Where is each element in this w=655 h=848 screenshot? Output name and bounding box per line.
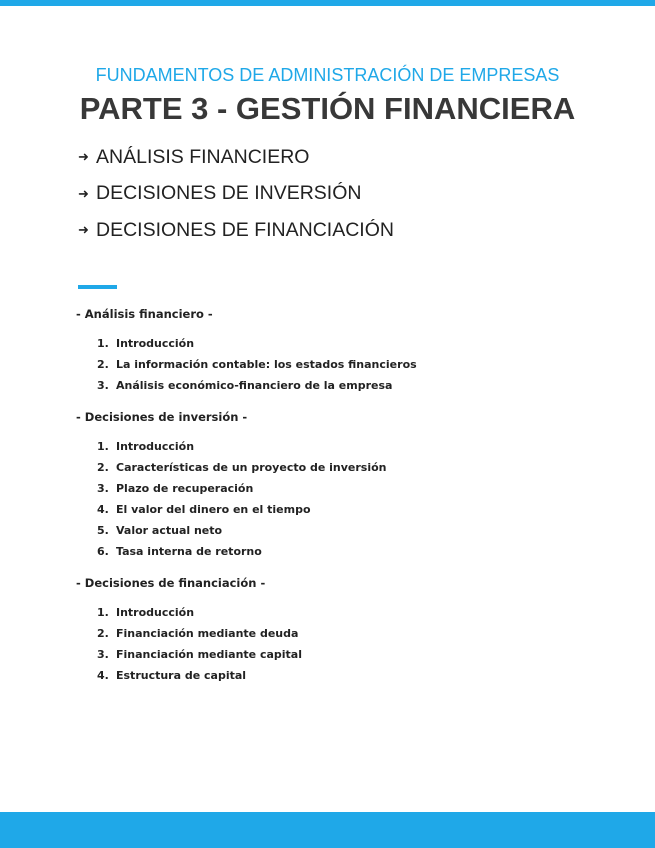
item-number: 1.	[97, 337, 109, 350]
section-heading: - Decisiones de inversión -	[76, 410, 248, 424]
toc-section-inversion	[76, 406, 596, 562]
toc-section-financiacion	[76, 572, 596, 686]
section-items	[97, 333, 596, 396]
item-number: 2.	[97, 358, 109, 371]
list-item	[97, 354, 596, 375]
top-accent-bar	[0, 0, 655, 6]
arrow-right-icon: ➜	[78, 149, 89, 165]
topic-label: DECISIONES DE FINANCIACIÓN	[96, 218, 394, 241]
section-heading: - Análisis financiero -	[76, 307, 213, 321]
page-title: PARTE 3 - GESTIÓN FINANCIERA	[79, 91, 576, 126]
topic-label: ANÁLISIS FINANCIERO	[96, 145, 310, 168]
topic-list	[78, 139, 394, 249]
item-label: Introducción	[116, 337, 195, 350]
item-number: 5.	[97, 524, 109, 537]
item-number: 3.	[97, 648, 109, 661]
item-label: Introducción	[116, 606, 195, 619]
item-number: 6.	[97, 545, 109, 558]
arrow-right-icon: ➜	[78, 185, 89, 201]
item-number: 1.	[97, 606, 109, 619]
list-item	[97, 499, 596, 520]
list-item	[97, 375, 596, 396]
topic-item	[78, 139, 394, 176]
item-number: 3.	[97, 482, 109, 495]
item-number: 4.	[97, 503, 109, 516]
list-item	[97, 333, 596, 354]
section-heading: - Decisiones de financiación -	[76, 576, 266, 590]
item-number: 4.	[97, 669, 109, 682]
section-items	[97, 602, 596, 686]
list-item	[97, 644, 596, 665]
item-number: 2.	[97, 461, 109, 474]
accent-divider	[78, 285, 117, 289]
item-label: Análisis económico-financiero de la empresa	[116, 379, 393, 392]
item-label: La información contable: los estados financieros	[116, 358, 417, 371]
list-item	[97, 520, 596, 541]
bottom-accent-bar	[0, 812, 655, 848]
list-item	[97, 478, 596, 499]
item-label: Valor actual neto	[116, 524, 223, 537]
item-number: 3.	[97, 379, 109, 392]
item-label: Estructura de capital	[116, 669, 247, 682]
item-label: Características de un proyecto de inversión	[116, 461, 387, 474]
topic-item	[78, 212, 394, 249]
item-label: Financiación mediante deuda	[116, 627, 299, 640]
list-item	[97, 665, 596, 686]
arrow-right-icon: ➜	[78, 222, 89, 238]
course-subtitle: FUNDAMENTOS DE ADMINISTRACIÓN DE EMPRESAS	[95, 65, 560, 85]
list-item	[97, 623, 596, 644]
item-label: El valor del dinero en el tiempo	[116, 503, 311, 516]
item-number: 1.	[97, 440, 109, 453]
topic-label: DECISIONES DE INVERSIÓN	[96, 182, 362, 205]
section-items	[97, 436, 596, 562]
list-item	[97, 602, 596, 623]
list-item	[97, 436, 596, 457]
topic-item	[78, 176, 394, 213]
list-item	[97, 541, 596, 562]
toc-section-analisis	[76, 303, 596, 396]
table-of-contents	[76, 303, 596, 696]
item-label: Tasa interna de retorno	[116, 545, 262, 558]
item-label: Financiación mediante capital	[116, 648, 303, 661]
list-item	[97, 457, 596, 478]
item-label: Introducción	[116, 440, 195, 453]
item-number: 2.	[97, 627, 109, 640]
item-label: Plazo de recuperación	[116, 482, 254, 495]
